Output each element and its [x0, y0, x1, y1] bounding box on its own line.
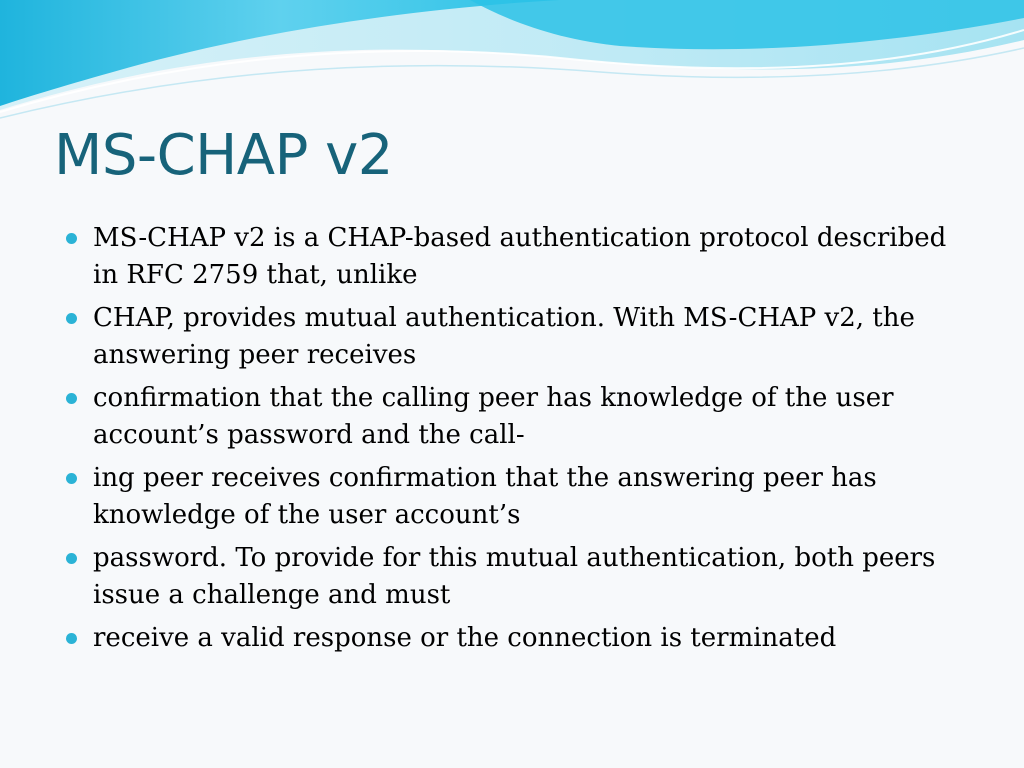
bullet-dot-icon: [66, 633, 77, 644]
list-item: [60, 220, 960, 294]
list-item: [60, 620, 960, 657]
bullet-dot-icon: [66, 553, 77, 564]
bullet-text: receive a valid response or the connection is terminated: [93, 623, 837, 653]
list-item: [60, 300, 960, 374]
list-item: [60, 460, 960, 534]
bullet-text: MS-CHAP v2 is a CHAP-based authentication protocol described in RFC 2759 that, unlike: [93, 223, 947, 290]
bullet-dot-icon: [66, 233, 77, 244]
wave-header-decoration: [0, 0, 1024, 130]
bullet-dot-icon: [66, 473, 77, 484]
slide-title: MS-CHAP v2: [54, 123, 393, 188]
list-item: [60, 380, 960, 454]
bullet-text: CHAP, provides mutual authentication. With MS-CHAP v2, the answering peer receives: [93, 303, 915, 370]
bullet-text: confirmation that the calling peer has knowledge of the user account’s password and the call-: [93, 383, 894, 450]
bullet-text: password. To provide for this mutual authentication, both peers issue a challenge and must: [93, 543, 936, 610]
bullet-dot-icon: [66, 393, 77, 404]
bullet-text: ing peer receives confirmation that the answering peer has knowledge of the user account’s: [93, 463, 877, 530]
bullet-dot-icon: [66, 313, 77, 324]
list-item: [60, 540, 960, 614]
bullet-list: [60, 220, 960, 663]
